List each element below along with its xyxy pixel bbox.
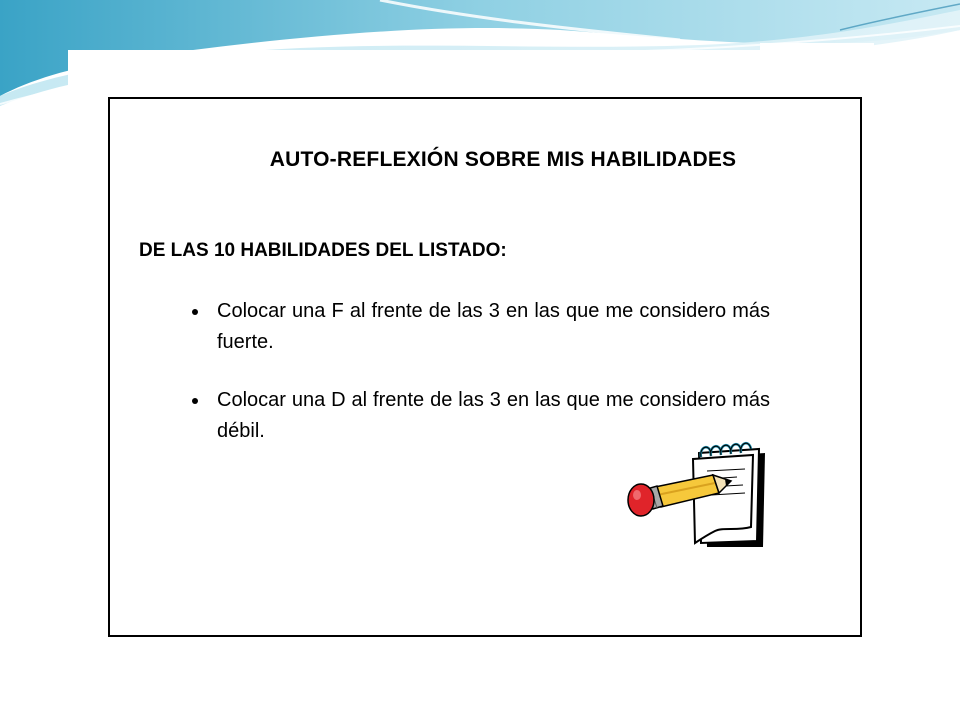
bullet-icon bbox=[192, 398, 198, 404]
list-item bbox=[190, 296, 770, 358]
bullet-text: Colocar una D al frente de las 3 en las que me considero más débil. bbox=[217, 389, 770, 442]
slide-frame bbox=[108, 97, 862, 637]
notepad-and-pencil-icon bbox=[627, 435, 765, 553]
bullet-icon bbox=[192, 309, 198, 315]
bullet-text: Colocar una F al frente de las 3 en las que me considero más fuerte. bbox=[217, 300, 770, 353]
section-heading: DE LAS 10 HABILIDADES DEL LISTADO: bbox=[139, 240, 507, 261]
content-panel-notch bbox=[760, 43, 874, 55]
slide-title: AUTO-REFLEXIÓN SOBRE MIS HABILIDADES bbox=[269, 148, 737, 171]
